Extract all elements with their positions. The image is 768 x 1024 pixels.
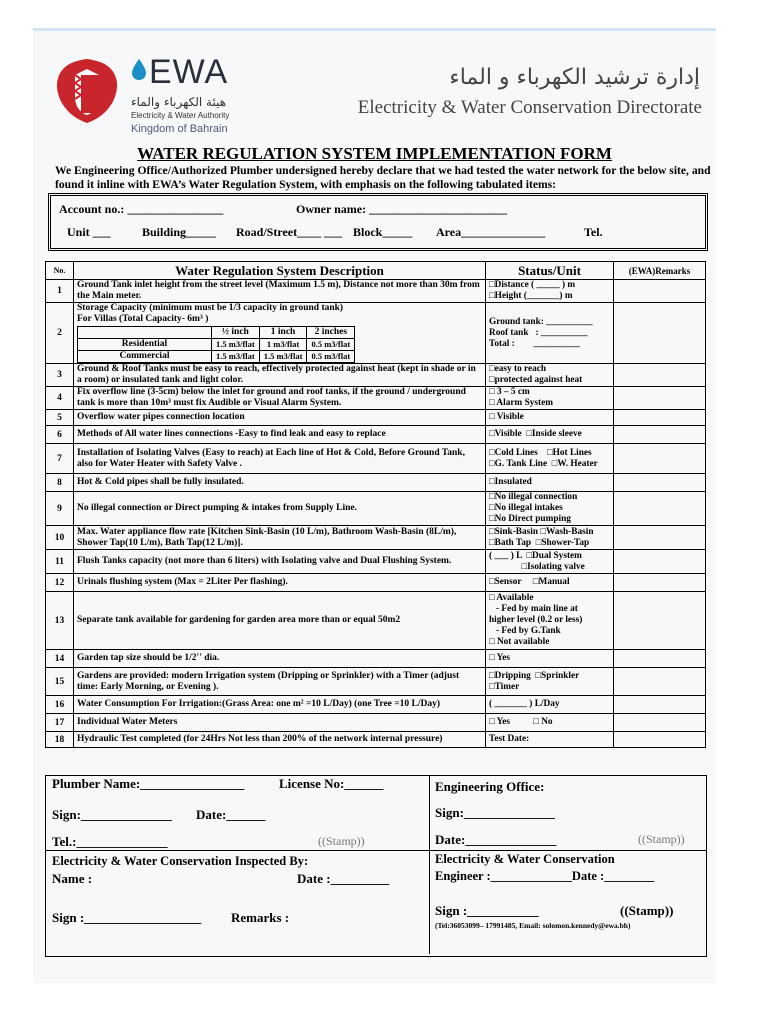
table-row: [46, 426, 706, 444]
office-stamp: ((Stamp)): [638, 832, 685, 846]
row-description-text: Installation of Isolating Valves (Easy to reach) at Each line of Hot & Cold, Before Ground Tank, also for Water Heater with Safety Valve .: [77, 447, 465, 469]
row-description-text: Flush Tanks capacity (not more than 6 liters) with Isolating valve and Dual Flushing System.: [77, 556, 452, 566]
row-number: 6: [46, 426, 74, 444]
row-remarks[interactable]: [614, 426, 706, 444]
row-number: 13: [46, 592, 74, 650]
row-status[interactable]: □Sink-Basin □Wash-Basin □Bath Tap □Shower-Tap: [486, 526, 614, 550]
license-no-field[interactable]: License No:______: [279, 776, 384, 791]
inspected-by-org: Electricity & Water Conservation: [52, 854, 232, 868]
regulation-table: [45, 261, 706, 748]
plumber-stamp: ((Stamp)): [318, 834, 365, 848]
row-description-text: Individual Water Meters: [77, 717, 178, 727]
row-description-text: Storage Capacity (minimum must be 1/3 capacity in ground tank) For Villas (Total Capacity- 6m³ ): [77, 303, 344, 324]
row-description: [74, 426, 486, 444]
form-intro: We Engineering Office/Authorized Plumber undersigned hereby declare that we had tested the water network for the below site, and found it inline with EWA’s Water Regulation System, with emphasis on the following tabulated items:: [55, 164, 711, 191]
inspector-sign-field[interactable]: Sign :__________________: [52, 910, 202, 925]
ewa-kingdom: Kingdom of Bahrain: [131, 123, 228, 135]
row-remarks[interactable]: [614, 444, 706, 474]
row-description-text: Ground & Roof Tanks must be easy to reach, effectively protected against heat (kept in shade or in a room) or insulated tank and light color.: [77, 364, 476, 385]
row-description: [74, 526, 486, 550]
capacity-row: [78, 351, 355, 363]
table-row: [46, 714, 706, 732]
form-title: WATER REGULATION SYSTEM IMPLEMENTATION FORM: [137, 144, 612, 163]
table-row: [46, 387, 706, 410]
row-description-text: Hot & Cold pipes shall be fully insulated.: [77, 477, 244, 487]
row-remarks[interactable]: [614, 526, 706, 550]
row-description: [74, 668, 486, 696]
directorate-english: Electricity & Water Conservation Directorate: [357, 97, 702, 118]
form-sheet: [33, 28, 716, 983]
bahrain-emblem-icon: [51, 55, 123, 127]
row-number: 2: [46, 303, 74, 364]
capacity-cell: Residential: [78, 339, 212, 351]
header-no: No.: [46, 262, 74, 280]
row-description-text: Gardens are provided: modern Irrigation system (Dripping or Sprinkler) with a Timer (adjust time: Early Morning, or Evening ).: [77, 670, 460, 692]
water-drop-icon: [131, 59, 147, 81]
row-description: [74, 280, 486, 303]
row-description: [74, 650, 486, 668]
row-number: 10: [46, 526, 74, 550]
row-status[interactable]: □ Visible: [486, 410, 614, 426]
row-number: 1: [46, 280, 74, 303]
row-remarks[interactable]: [614, 387, 706, 410]
table-row: [46, 303, 706, 364]
row-number: 3: [46, 364, 74, 387]
row-remarks[interactable]: [614, 474, 706, 492]
row-status[interactable]: □ Yes: [486, 650, 614, 668]
row-number: 5: [46, 410, 74, 426]
capacity-cell: 2 inches: [307, 327, 355, 339]
account-info-box: [48, 193, 708, 251]
plumber-tel-field[interactable]: Tel.:______________: [52, 834, 168, 849]
row-remarks[interactable]: [614, 303, 706, 364]
row-status[interactable]: □Insulated: [486, 474, 614, 492]
row-description-text: Max. Water appliance flow rate [Kitchen Sink-Basin (10 L/m), Bathroom Wash-Basin (8L/m), Shower Tap(10 L/m), Bath Tap(12 L/m)].: [77, 526, 457, 548]
inspector-name-field[interactable]: Name :: [52, 871, 93, 886]
row-remarks[interactable]: [614, 574, 706, 592]
table-row: [46, 410, 706, 426]
row-number: 16: [46, 696, 74, 714]
ewa-english-name: Electricity & Water Authority: [131, 111, 230, 120]
capacity-cell: Commercial: [78, 351, 212, 363]
area-field[interactable]: Area______________: [436, 225, 546, 239]
row-description-text: Urinals flushing system (Max = 2Liter Per flashing).: [77, 577, 288, 587]
section-divider: [429, 776, 430, 954]
row-remarks[interactable]: [614, 364, 706, 387]
row-remarks[interactable]: [614, 668, 706, 696]
table-header-row: [46, 262, 706, 280]
row-remarks[interactable]: [614, 550, 706, 574]
row-number: 18: [46, 732, 74, 748]
ewa-arabic-name: هيئة الكهرباء والماء: [131, 95, 227, 109]
header-status: Status/Unit: [486, 262, 614, 280]
engineer-sign-field[interactable]: Sign :___________: [435, 903, 539, 918]
row-number: 7: [46, 444, 74, 474]
row-status[interactable]: ( _______ ) L/Day: [486, 696, 614, 714]
inspector-remarks-field[interactable]: Remarks :: [231, 910, 290, 925]
capacity-row: [78, 339, 355, 351]
row-remarks[interactable]: [614, 696, 706, 714]
row-number: 9: [46, 492, 74, 526]
row-number: 12: [46, 574, 74, 592]
road-field[interactable]: Road/Street____ ___: [236, 225, 343, 239]
row-status[interactable]: Ground tank: __________ Roof tank : __________ Total : __________: [486, 303, 614, 364]
row-number: 8: [46, 474, 74, 492]
table-row: [46, 696, 706, 714]
row-description-text: Hydraulic Test completed (for 24Hrs Not less than 200% of the network internal pressure): [77, 734, 443, 744]
capacity-cell: 1.5 m3/flat: [212, 351, 260, 363]
row-status[interactable]: ( ___ ) L □Dual System □Isolating valve: [486, 550, 614, 574]
capacity-cell: 1.5 m3/flat: [212, 339, 260, 351]
block-field[interactable]: Block_____: [353, 225, 413, 239]
table-row: [46, 668, 706, 696]
row-description: [74, 303, 486, 364]
capacity-cell: 1.5 m3/flat: [259, 351, 307, 363]
account-no-field[interactable]: Account no.: ________________: [59, 202, 224, 216]
row-description: [74, 492, 486, 526]
inspected-by-label: [52, 854, 308, 869]
capacity-cell: 0.5 m3/flat: [307, 339, 355, 351]
table-row: [46, 526, 706, 550]
row-description: [74, 444, 486, 474]
row-description-text: No illegal connection or Direct pumping & intakes from Supply Line.: [77, 503, 358, 513]
capacity-cell: 1 inch: [259, 327, 307, 339]
table-row: [46, 474, 706, 492]
row-description: [74, 714, 486, 732]
table-row: [46, 444, 706, 474]
row-remarks[interactable]: [614, 714, 706, 732]
directorate-arabic: إدارة ترشيد الكهرباء و الماء: [449, 65, 700, 90]
contact-info: (Tel:36053099– 17991485, Email: solomon.kennedy@ewa.bh): [435, 921, 631, 930]
row-number: 17: [46, 714, 74, 732]
row-description: [74, 696, 486, 714]
table-row: [46, 592, 706, 650]
header-remarks: (EWA)Remarks: [614, 262, 706, 280]
row-description: [74, 592, 486, 650]
row-description-text: Overflow water pipes connection location: [77, 412, 245, 422]
table-row: [46, 280, 706, 303]
row-status[interactable]: □Distance ( _____ ) m □Height (_______) m: [486, 280, 614, 303]
section-divider: [46, 850, 706, 851]
capacity-cell: 0.5 m3/flat: [307, 351, 355, 363]
row-number: 14: [46, 650, 74, 668]
table-row: [46, 550, 706, 574]
form-header: [33, 31, 716, 139]
row-status[interactable]: □ Available - Fed by main line at higher level (0.2 or less) - Fed by G.Tank □ Not available: [486, 592, 614, 650]
row-remarks[interactable]: [614, 732, 706, 748]
row-description: [74, 364, 486, 387]
row-status[interactable]: □No illegal connection □No illegal intakes □No Direct pumping: [486, 492, 614, 526]
ewa-logo: [131, 53, 241, 143]
plumber-sign-field[interactable]: Sign:______________: [52, 807, 172, 822]
row-status[interactable]: Test Date:: [486, 732, 614, 748]
row-number: 11: [46, 550, 74, 574]
inspector-date-field[interactable]: Date :_________: [297, 871, 390, 886]
plumber-date-field[interactable]: Date:______: [196, 807, 266, 822]
table-row: [46, 574, 706, 592]
capacity-cell: 1 m3/flat: [259, 339, 307, 351]
table-row: [46, 732, 706, 748]
table-row: [46, 492, 706, 526]
row-number: 4: [46, 387, 74, 410]
row-description-text: Separate tank available for gardening for garden area more than or equal 50m2: [77, 615, 401, 625]
capacity-table: [77, 326, 355, 363]
owner-name-field[interactable]: Owner name: _______________________: [296, 202, 508, 216]
table-row: [46, 364, 706, 387]
row-description-text: Water Consumption For Irrigation:(Grass Area: one m² =10 L/Day) (one Tree =10 L/Day): [77, 699, 441, 709]
engineering-office-label: Engineering Office:: [435, 779, 545, 794]
row-number: 15: [46, 668, 74, 696]
ewc-engineer-label: Electricity & Water Conservation: [435, 852, 615, 866]
header-description: Water Regulation System Description: [74, 262, 486, 280]
row-description-text: Ground Tank inlet height from the street level (Maximum 1.5 m), Distance not more than 30m from the Main meter.: [77, 280, 480, 301]
row-remarks[interactable]: [614, 410, 706, 426]
row-description: [74, 474, 486, 492]
row-status[interactable]: □ Yes □ No: [486, 714, 614, 732]
row-status[interactable]: □Cold Lines □Hot Lines □G. Tank Line □W. Heater: [486, 444, 614, 474]
engineer-date-field[interactable]: Engineer :_____________Date :________: [435, 869, 655, 883]
table-row: [46, 650, 706, 668]
signature-section: [45, 775, 707, 957]
plumber-name-field[interactable]: Plumber Name:________________: [52, 776, 245, 791]
row-description: [74, 574, 486, 592]
ewa-wordmark: EWA: [149, 53, 229, 91]
row-remarks[interactable]: [614, 592, 706, 650]
row-description: [74, 550, 486, 574]
row-status[interactable]: □easy to reach □protected against heat: [486, 364, 614, 387]
row-status[interactable]: □Dripping □Sprinkler □Timer: [486, 668, 614, 696]
capacity-row: [78, 327, 355, 339]
capacity-cell: ½ inch: [212, 327, 260, 339]
row-description: [74, 387, 486, 410]
row-description-text: Methods of All water lines connections -Easy to find leak and easy to replace: [77, 429, 386, 439]
capacity-cell: [78, 327, 212, 339]
inspected-by-suffix: Inspected By:: [231, 854, 309, 868]
row-status[interactable]: □Sensor □Manual: [486, 574, 614, 592]
office-date-field[interactable]: Date:______________: [435, 832, 557, 847]
row-description-text: Fix overflow line (3-5cm) below the inlet for ground and roof tanks, if the ground / underground tank is more than 10m³ must fix Audible or Visual Alarm System.: [77, 387, 466, 408]
building-field[interactable]: Building_____: [142, 225, 217, 239]
row-status[interactable]: □Visible □Inside sleeve: [486, 426, 614, 444]
office-sign-field[interactable]: Sign:______________: [435, 805, 555, 820]
row-status[interactable]: □ 3 – 5 cm □ Alarm System: [486, 387, 614, 410]
row-description: [74, 732, 486, 748]
row-remarks[interactable]: [614, 650, 706, 668]
engineer-stamp: ((Stamp)): [620, 903, 674, 918]
tel-field[interactable]: Tel.: [584, 225, 603, 239]
row-description: [74, 410, 486, 426]
row-remarks[interactable]: [614, 492, 706, 526]
row-description-text: Garden tap size should be 1/2'' dia.: [77, 653, 220, 663]
unit-field[interactable]: Unit ___: [67, 225, 111, 239]
row-remarks[interactable]: [614, 280, 706, 303]
